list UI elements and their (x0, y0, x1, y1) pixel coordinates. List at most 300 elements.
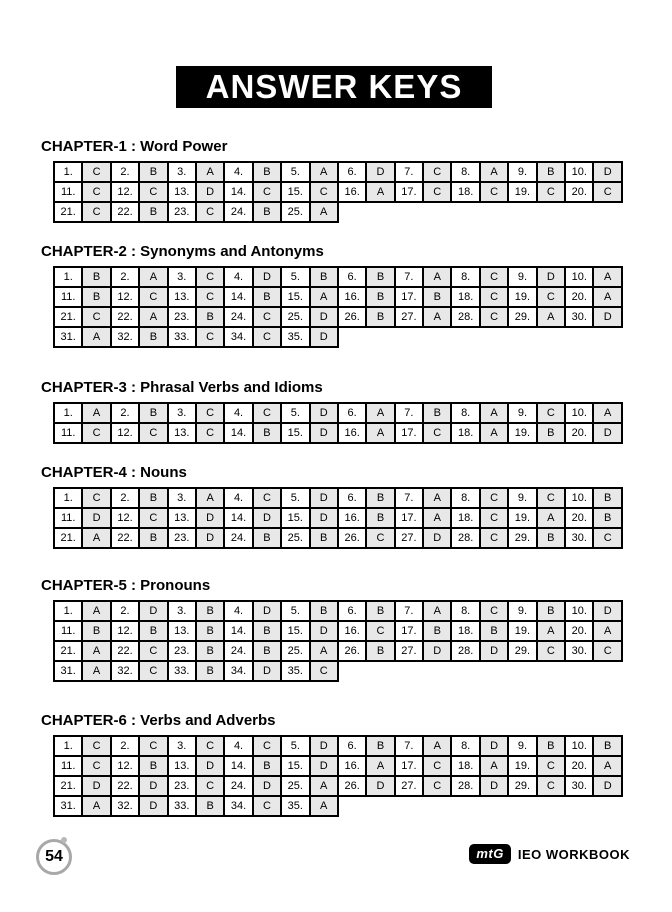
answer-cell: B (423, 621, 451, 641)
answer-cell: D (253, 776, 281, 796)
answer-cell: B (196, 621, 224, 641)
answer-cell: B (366, 736, 394, 756)
question-number-cell: 7. (395, 267, 423, 287)
question-number-cell: 9. (508, 403, 536, 423)
question-number-cell: 3. (168, 736, 196, 756)
question-number-cell: 2. (111, 601, 139, 621)
question-number-cell: 35. (281, 796, 309, 816)
question-number-cell: 25. (281, 641, 309, 661)
answer-cell: C (537, 403, 565, 423)
question-number-cell: 29. (508, 307, 536, 327)
answer-cell: D (253, 267, 281, 287)
question-number-cell: 18. (451, 621, 479, 641)
answer-cell: C (423, 776, 451, 796)
answer-cell: C (196, 202, 224, 222)
question-number-cell: 7. (395, 488, 423, 508)
answer-cell: A (310, 641, 338, 661)
answer-cell: A (480, 403, 508, 423)
question-number-cell: 26. (338, 528, 366, 548)
question-number-cell: 3. (168, 403, 196, 423)
question-number-cell: 14. (224, 756, 252, 776)
question-number-cell: 13. (168, 182, 196, 202)
question-number-cell: 3. (168, 267, 196, 287)
question-number-cell: 20. (565, 621, 593, 641)
answer-cell: A (310, 287, 338, 307)
answer-cell: B (253, 528, 281, 548)
question-number-cell: 29. (508, 641, 536, 661)
question-number-cell: 27. (395, 641, 423, 661)
answer-cell: A (82, 661, 110, 681)
answer-cell: D (593, 162, 622, 182)
answer-cell: C (480, 182, 508, 202)
answer-cell: D (196, 756, 224, 776)
answer-cell: C (139, 661, 167, 681)
question-number-cell: 25. (281, 202, 309, 222)
question-number-cell: 11. (54, 287, 82, 307)
answer-cell: D (593, 776, 622, 796)
question-number-cell: 15. (281, 287, 309, 307)
answer-cell: C (82, 162, 110, 182)
answer-cell: B (310, 528, 338, 548)
answer-row (54, 508, 622, 528)
answer-cell: D (423, 641, 451, 661)
question-number-cell: 20. (565, 423, 593, 443)
answer-cell: A (82, 327, 110, 347)
answer-cell: D (139, 796, 167, 816)
answer-cell: D (593, 423, 622, 443)
page-title: ANSWER KEYS (176, 66, 492, 108)
question-number-cell: 20. (565, 287, 593, 307)
chapter-title: CHAPTER-1 : Word Power (41, 138, 228, 155)
question-number-cell: 23. (168, 307, 196, 327)
question-number-cell: 13. (168, 621, 196, 641)
question-number-cell: 32. (111, 327, 139, 347)
answer-cell: B (139, 756, 167, 776)
answer-cell: C (593, 182, 622, 202)
page-number-badge (36, 839, 72, 875)
answer-cell: A (82, 601, 110, 621)
question-number-cell: 14. (224, 621, 252, 641)
question-number-cell: 14. (224, 423, 252, 443)
answer-cell: D (82, 508, 110, 528)
question-number-cell: 23. (168, 776, 196, 796)
question-number-cell: 1. (54, 267, 82, 287)
answer-cell: D (310, 621, 338, 641)
question-number-cell: 21. (54, 776, 82, 796)
answer-cell: A (593, 267, 622, 287)
question-number-cell: 26. (338, 307, 366, 327)
answer-cell: A (82, 528, 110, 548)
question-number-cell: 10. (565, 736, 593, 756)
answer-cell: C (82, 202, 110, 222)
answer-cell: B (310, 267, 338, 287)
answer-cell: A (310, 202, 338, 222)
question-number-cell: 6. (338, 601, 366, 621)
answer-cell: B (139, 621, 167, 641)
answer-cell: D (593, 601, 622, 621)
answer-cell: B (196, 601, 224, 621)
answer-cell: B (423, 287, 451, 307)
answer-cell: B (366, 488, 394, 508)
question-number-cell: 11. (54, 756, 82, 776)
answer-cell: D (196, 528, 224, 548)
answer-table (53, 487, 623, 549)
question-number-cell: 30. (565, 307, 593, 327)
answer-cell: B (537, 736, 565, 756)
answer-cell: C (310, 182, 338, 202)
question-number-cell: 19. (508, 621, 536, 641)
answer-cell: C (253, 182, 281, 202)
answer-cell: A (82, 796, 110, 816)
question-number-cell: 33. (168, 796, 196, 816)
answer-cell: D (537, 267, 565, 287)
answer-cell: C (82, 182, 110, 202)
answer-cell: C (82, 423, 110, 443)
question-number-cell: 15. (281, 621, 309, 641)
answer-row (54, 736, 622, 756)
publisher-brand (469, 844, 630, 864)
answer-cell: B (82, 287, 110, 307)
answer-cell: C (82, 307, 110, 327)
answer-cell: D (310, 307, 338, 327)
answer-cell: B (196, 641, 224, 661)
answer-row (54, 327, 622, 347)
question-number-cell: 34. (224, 661, 252, 681)
answer-cell: B (196, 307, 224, 327)
answer-cell: A (196, 488, 224, 508)
question-number-cell: 13. (168, 756, 196, 776)
answer-row (54, 267, 622, 287)
question-number-cell: 12. (111, 182, 139, 202)
answer-cell: B (253, 423, 281, 443)
answer-cell: C (196, 327, 224, 347)
answer-cell: D (310, 488, 338, 508)
question-number-cell: 21. (54, 202, 82, 222)
question-number-cell: 6. (338, 403, 366, 423)
answer-table (53, 161, 623, 223)
answer-cell: B (593, 736, 622, 756)
question-number-cell: 23. (168, 202, 196, 222)
answer-cell: C (480, 307, 508, 327)
answer-cell: C (196, 267, 224, 287)
answer-cell: A (310, 162, 338, 182)
question-number-cell: 7. (395, 736, 423, 756)
answer-cell: B (253, 202, 281, 222)
chapter-section (41, 713, 641, 817)
question-number-cell: 2. (111, 267, 139, 287)
answer-cell: A (423, 307, 451, 327)
answer-cell: A (366, 403, 394, 423)
question-number-cell: 24. (224, 776, 252, 796)
answer-row (54, 601, 622, 621)
chapter-title: CHAPTER-3 : Phrasal Verbs and Idioms (41, 379, 323, 396)
answer-cell: C (537, 182, 565, 202)
answer-row (54, 423, 622, 443)
answer-cell: B (82, 267, 110, 287)
question-number-cell: 14. (224, 287, 252, 307)
chapter-title: CHAPTER-6 : Verbs and Adverbs (41, 712, 276, 729)
question-number-cell: 9. (508, 267, 536, 287)
chapter-title: CHAPTER-2 : Synonyms and Antonyms (41, 243, 324, 260)
answer-cell: A (366, 423, 394, 443)
answer-cell: A (82, 641, 110, 661)
question-number-cell: 12. (111, 621, 139, 641)
question-number-cell: 3. (168, 601, 196, 621)
answer-cell: C (82, 488, 110, 508)
answer-cell: B (139, 327, 167, 347)
answer-cell: D (196, 508, 224, 528)
question-number-cell: 1. (54, 162, 82, 182)
question-number-cell: 24. (224, 641, 252, 661)
answer-cell: B (366, 287, 394, 307)
question-number-cell: 4. (224, 488, 252, 508)
question-number-cell: 33. (168, 327, 196, 347)
answer-cell: C (423, 423, 451, 443)
question-number-cell: 5. (281, 736, 309, 756)
answer-cell: B (253, 621, 281, 641)
answer-cell: B (537, 528, 565, 548)
answer-cell: A (593, 287, 622, 307)
question-number-cell: 11. (54, 182, 82, 202)
question-number-cell: 17. (395, 621, 423, 641)
question-number-cell: 17. (395, 756, 423, 776)
question-number-cell: 19. (508, 287, 536, 307)
question-number-cell: 1. (54, 736, 82, 756)
workbook-brand-text: IEO WORKBOOK (517, 846, 630, 862)
answer-cell: C (480, 287, 508, 307)
answer-cell: D (310, 423, 338, 443)
answer-cell: C (253, 736, 281, 756)
answer-cell: B (253, 756, 281, 776)
answer-cell: C (82, 736, 110, 756)
answer-cell: D (253, 508, 281, 528)
answer-cell: C (139, 287, 167, 307)
answer-row (54, 182, 622, 202)
answer-cell: C (593, 528, 622, 548)
answer-cell: B (366, 641, 394, 661)
answer-cell: C (537, 756, 565, 776)
answer-row (54, 796, 622, 816)
question-number-cell: 9. (508, 488, 536, 508)
answer-row (54, 641, 622, 661)
question-number-cell: 7. (395, 403, 423, 423)
question-number-cell: 34. (224, 796, 252, 816)
answer-cell: D (366, 162, 394, 182)
question-number-cell: 31. (54, 796, 82, 816)
question-number-cell: 4. (224, 403, 252, 423)
question-number-cell: 24. (224, 307, 252, 327)
question-number-cell: 4. (224, 162, 252, 182)
question-number-cell: 23. (168, 528, 196, 548)
question-number-cell: 6. (338, 267, 366, 287)
chapter-section (41, 465, 641, 549)
badge-ornament-dot (61, 837, 67, 843)
question-number-cell: 22. (111, 307, 139, 327)
answer-cell: C (480, 508, 508, 528)
question-number-cell: 8. (451, 488, 479, 508)
question-number-cell: 16. (338, 508, 366, 528)
question-number-cell: 7. (395, 601, 423, 621)
question-number-cell: 22. (111, 641, 139, 661)
answer-cell: C (593, 641, 622, 661)
question-number-cell: 4. (224, 601, 252, 621)
answer-cell: D (366, 776, 394, 796)
question-number-cell: 30. (565, 776, 593, 796)
answer-cell: D (253, 661, 281, 681)
question-number-cell: 9. (508, 162, 536, 182)
question-number-cell: 17. (395, 182, 423, 202)
answer-cell: B (366, 601, 394, 621)
answer-table (53, 402, 623, 444)
question-number-cell: 18. (451, 508, 479, 528)
question-number-cell: 15. (281, 756, 309, 776)
answer-row (54, 776, 622, 796)
answer-cell: D (480, 641, 508, 661)
answer-cell: B (537, 601, 565, 621)
answer-cell: A (423, 736, 451, 756)
answer-cell: B (310, 601, 338, 621)
answer-cell: B (139, 162, 167, 182)
answer-cell: C (537, 641, 565, 661)
answer-cell: A (593, 621, 622, 641)
answer-cell: D (310, 736, 338, 756)
answer-cell: A (310, 796, 338, 816)
question-number-cell: 21. (54, 528, 82, 548)
answer-cell: D (310, 403, 338, 423)
question-number-cell: 10. (565, 488, 593, 508)
question-number-cell: 3. (168, 162, 196, 182)
chapter-section (41, 380, 641, 444)
question-number-cell: 16. (338, 621, 366, 641)
answer-cell: C (253, 403, 281, 423)
chapter-title: CHAPTER-5 : Pronouns (41, 577, 211, 594)
question-number-cell: 34. (224, 327, 252, 347)
question-number-cell: 15. (281, 508, 309, 528)
question-number-cell: 16. (338, 756, 366, 776)
answer-cell: D (310, 508, 338, 528)
question-number-cell: 13. (168, 423, 196, 443)
question-number-cell: 23. (168, 641, 196, 661)
answer-cell: A (82, 403, 110, 423)
question-number-cell: 29. (508, 776, 536, 796)
answer-cell: B (82, 621, 110, 641)
question-number-cell: 27. (395, 307, 423, 327)
question-number-cell: 20. (565, 508, 593, 528)
answer-cell: D (310, 327, 338, 347)
answer-cell: B (593, 488, 622, 508)
answer-row (54, 403, 622, 423)
answer-cell: A (537, 621, 565, 641)
answer-cell: B (423, 403, 451, 423)
answer-cell: A (537, 508, 565, 528)
question-number-cell: 1. (54, 403, 82, 423)
answer-cell: A (196, 162, 224, 182)
answer-cell: C (139, 736, 167, 756)
question-number-cell: 21. (54, 307, 82, 327)
question-number-cell: 6. (338, 162, 366, 182)
answer-cell: C (139, 508, 167, 528)
answer-cell: D (593, 307, 622, 327)
question-number-cell: 4. (224, 736, 252, 756)
question-number-cell: 30. (565, 641, 593, 661)
question-number-cell: 11. (54, 508, 82, 528)
answer-row (54, 307, 622, 327)
answer-cell: A (310, 776, 338, 796)
answer-cell: A (593, 756, 622, 776)
question-number-cell: 16. (338, 287, 366, 307)
answer-cell: B (196, 796, 224, 816)
answer-cell: C (423, 756, 451, 776)
question-number-cell: 11. (54, 423, 82, 443)
answer-cell: A (480, 756, 508, 776)
question-number-cell: 19. (508, 423, 536, 443)
question-number-cell: 30. (565, 528, 593, 548)
answer-cell: B (253, 641, 281, 661)
question-number-cell: 21. (54, 641, 82, 661)
question-number-cell: 17. (395, 287, 423, 307)
question-number-cell: 31. (54, 661, 82, 681)
answer-cell: D (196, 182, 224, 202)
question-number-cell: 9. (508, 736, 536, 756)
question-number-cell: 10. (565, 601, 593, 621)
question-number-cell: 17. (395, 423, 423, 443)
question-number-cell: 2. (111, 403, 139, 423)
question-number-cell: 32. (111, 796, 139, 816)
question-number-cell: 1. (54, 488, 82, 508)
answer-cell: C (480, 267, 508, 287)
answer-row (54, 756, 622, 776)
chapter-title: CHAPTER-4 : Nouns (41, 464, 187, 481)
answer-cell: C (253, 327, 281, 347)
question-number-cell: 9. (508, 601, 536, 621)
question-number-cell: 35. (281, 327, 309, 347)
answer-cell: B (480, 621, 508, 641)
question-number-cell: 28. (451, 776, 479, 796)
question-number-cell: 16. (338, 182, 366, 202)
question-number-cell: 26. (338, 641, 366, 661)
answer-cell: B (196, 661, 224, 681)
answer-cell: C (537, 488, 565, 508)
question-number-cell: 18. (451, 182, 479, 202)
chapter-section (41, 578, 641, 682)
answer-row (54, 661, 622, 681)
answer-cell: C (253, 488, 281, 508)
question-number-cell: 8. (451, 601, 479, 621)
answer-cell: C (480, 601, 508, 621)
answer-cell: C (196, 736, 224, 756)
answer-cell: C (480, 528, 508, 548)
mtg-logo: mtG (469, 844, 511, 864)
question-number-cell: 19. (508, 182, 536, 202)
answer-row (54, 528, 622, 548)
question-number-cell: 24. (224, 528, 252, 548)
answer-cell: B (139, 528, 167, 548)
answer-cell: A (366, 182, 394, 202)
answer-cell: C (196, 776, 224, 796)
question-number-cell: 3. (168, 488, 196, 508)
answer-row (54, 287, 622, 307)
answer-cell: A (423, 508, 451, 528)
question-number-cell: 8. (451, 162, 479, 182)
question-number-cell: 4. (224, 267, 252, 287)
answer-cell: A (593, 403, 622, 423)
answer-cell: D (480, 736, 508, 756)
chapter-section (41, 139, 641, 223)
question-number-cell: 18. (451, 756, 479, 776)
answer-cell: C (196, 403, 224, 423)
question-number-cell: 33. (168, 661, 196, 681)
question-number-cell: 12. (111, 423, 139, 443)
